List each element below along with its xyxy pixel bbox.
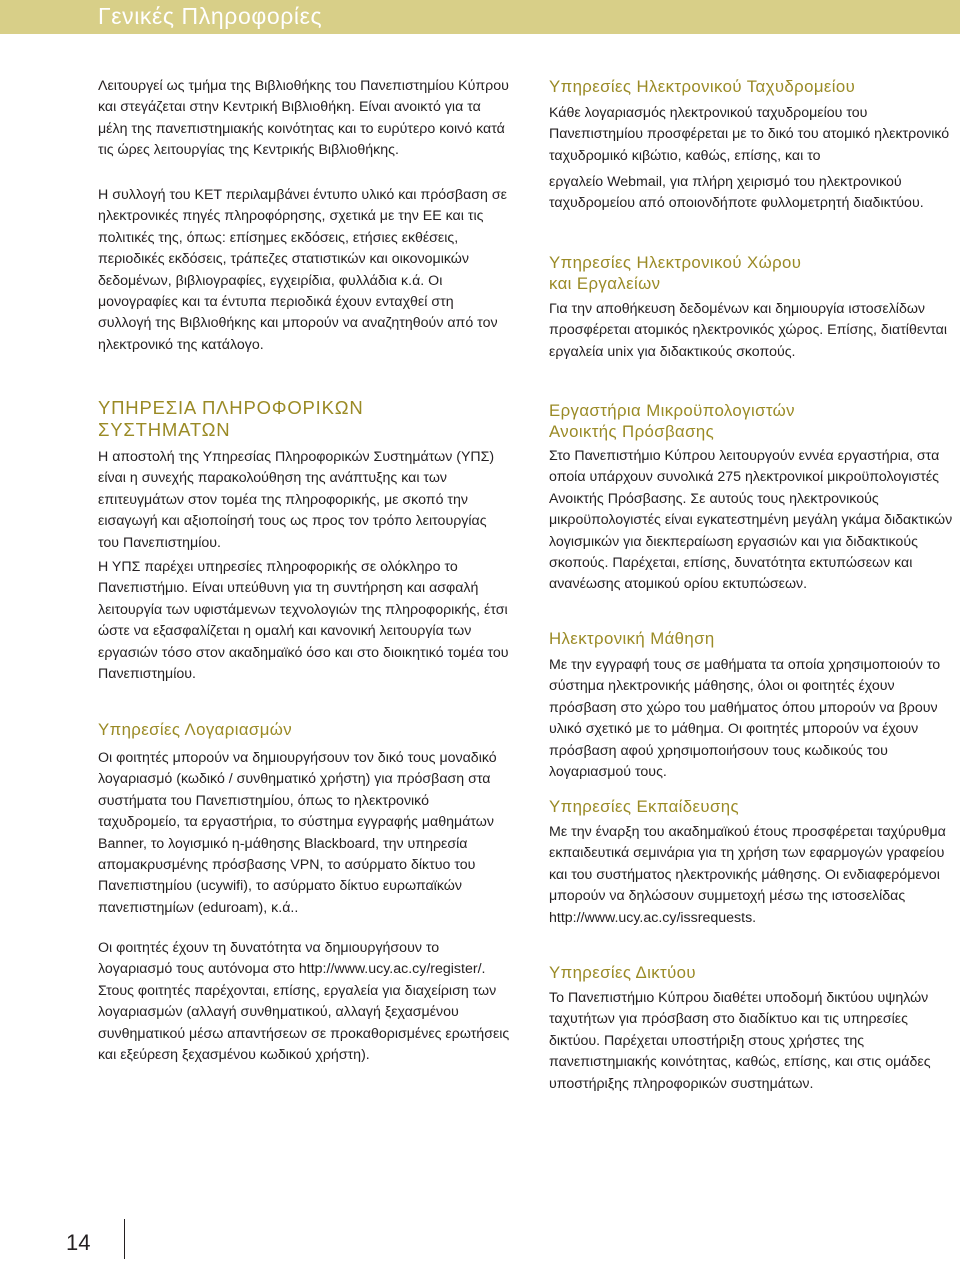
intro-paragraph: Λειτουργεί ως τμήμα της Βιβλιοθήκης του Πανεπιστημίου Κύπρου και στεγάζεται στην Κεντρική Βιβλιοθήκη. Είναι ανοικτό για τα μέλη της πανεπιστημιακής κοινότητας και το ευρύτερο κοινό κατά τις ώρες λειτουργίας της Κεντρικής Βιβλιοθήκης. — [98, 78, 509, 159]
page-number-divider — [124, 1219, 125, 1259]
header-band — [0, 0, 960, 34]
accounts-register-paragraph — [98, 938, 510, 1066]
accounts-register-text-end: . Στους φοιτητές παρέχονται, επίσης, εργαλεία για διαχείριση των λογαριασμών (αλλαγή συνθηματικού, αλλαγή ξεχασμένου συνθηματικού μέσω απαντήσεων σε προκαθορισμένες ερωτήσεις και εξεύρεση ξεχασμένου κωδικού χρήστη). — [98, 961, 510, 1064]
labs-paragraph: Στο Πανεπιστήμιο Κύπρου λειτουργούν εννέα εργαστήρια, στα οποία υπάρχουν συνολικά 275 ηλεκτρονικοί μικροϋπολογιστές Ανοικτής Πρόσβασης. Σε αυτούς τους ηλεκτρονικούς μικροϋπολογιστές είναι εγκατεστημένη μεγάλη γκάμα διδακτικών λογισμικών για διεκπεραίωση εργασιών και για διδακτικούς σκοπούς. Παρέχεται, επίσης, δυνατότητα εκτυπώσεων και ανανέωσης ατομικού ορίου εκτυπώσεων. — [549, 448, 953, 593]
accounts-paragraph: Οι φοιτητές μπορούν να δημιουργήσουν τον δικό τους μοναδικό λογαριασμό (κωδικό / συνθηματικό χρήστη) για πρόσβαση στα συστήματα του Πανεπιστημίου, όπως το ηλεκτρονικό ταχυδρομείο, τα εργαστήρια, το σύστημα εγγραφής μαθημάτων Banner, το λογισμικό η-μάθησης Blackboard, την υπηρεσία απομακρυσμένης πρόσβασης VPN, το ασύρματο δίκτυο του Πανεπιστημίου (ucywifi), το ασύρματο δίκτυο ευρωπαϊκών πανεπιστημίων (eduroam), κ.ά.. — [98, 750, 497, 916]
yps-heading-line2: ΣΥΣΤΗΜΑΤΩΝ — [98, 419, 231, 440]
accounts-register-text: Οι φοιτητές έχουν τη δυνατότητα να δημιουργήσουν το λογαριασμό τους αυτόνομα στο — [98, 940, 440, 978]
yps-services-paragraph: Η ΥΠΣ παρέχει υπηρεσίες πληροφορικής σε ολόκληρο το Πανεπιστήμιο. Είναι υπεύθυνη για τη συντήρηση και ασφαλή λειτουργία των υφιστάμενων τεχνολογιών της πληροφορικής, έτσι ώστε να εξασφαλίζεται η ομαλή και κανονική λειτουργία των εργασιών τόσο στον ακαδημαϊκό όσο και στο διοικητικό τομέα του Πανεπιστημίου. — [98, 559, 509, 683]
training-paragraph — [549, 822, 959, 929]
space-heading — [549, 252, 801, 294]
accounts-heading: Υπηρεσίες Λογαριασμών — [98, 720, 293, 739]
space-heading-line1: Υπηρεσίες Ηλεκτρονικού Χώρου — [549, 253, 802, 272]
labs-heading — [549, 400, 795, 442]
email-paragraph: Κάθε λογαριασμός ηλεκτρονικού ταχυδρομείου του Πανεπιστημίου προσφέρεται με το δικό του ατομικό ηλεκτρονικό ταχυδρομικό κιβώτιο, καθώς, επίσης, και το — [549, 105, 950, 164]
issrequests-link[interactable]: http://www.ucy.ac.cy/issrequests — [549, 909, 753, 926]
labs-heading-line1: Εργαστήρια Μικροϋπολογιστών — [549, 401, 795, 420]
network-paragraph: Το Πανεπιστήμιο Κύπρου διαθέτει υποδομή δικτύου υψηλών ταχυτήτων για πρόσβαση στο διαδίκτυο και τις υπηρεσίες δικτύου. Παρέχεται υποστήριξη στους χρήστες της πανεπιστημιακής κοινότητας, καθώς, επίσης, και στις ομάδες υποστήριξης πληροφορικών συστημάτων. — [549, 990, 931, 1092]
network-heading: Υπηρεσίες Δικτύου — [549, 963, 696, 982]
space-heading-line2: και Εργαλείων — [549, 274, 661, 293]
email-heading: Υπηρεσίες Ηλεκτρονικού Ταχυδρομείου — [549, 77, 856, 96]
elearning-paragraph: Με την εγγραφή τους σε μαθήματα τα οποία χρησιμοποιούν το σύστημα ηλεκτρονικής μάθησης, όλοι οι φοιτητές έχουν πρόσβαση στο χώρο του μαθήματος όπου μπορούν να βρουν υλικό σχετικό με το μάθημα. Οι φοιτητές μπορούν να έχουν πρόσβαση αφού χρησιμοποιήσουν τους κωδικούς του λογαριασμού τους. — [549, 657, 941, 781]
yps-mission-paragraph: Η αποστολή της Υπηρεσίας Πληροφορικών Συστημάτων (ΥΠΣ) είναι η συνεχής παρακολούθηση της ανάπτυξης και των επιτευγμάτων στον τομέα της πληροφορικής, με σκοπό την εισαγωγή και αξιοποίησή τους ως προς τον τρόπο λειτουργίας του Πανεπιστημίου. — [98, 449, 495, 551]
page-number: 14 — [66, 1230, 91, 1255]
register-link[interactable]: http://www.ucy.ac.cy/register/ — [298, 961, 482, 978]
yps-heading-line1: ΥΠΗΡΕΣΙΑ ΠΛΗΡΟΦΟΡΙΚΩΝ — [98, 397, 364, 418]
training-text: Με την έναρξη του ακαδημαϊκού έτους προσφέρεται ταχύρυθμα εκπαιδευτικά σεμινάρια για τη χρήση των εφαρμογών γραφείου και του συστήματος ηλεκτρονικής μάθησης. Οι ενδιαφερόμενοι μπορούν να δηλώσουν συμμετοχή μέσω της ιστοσελίδας — [549, 824, 946, 905]
yps-heading — [98, 397, 364, 441]
elearning-heading: Ηλεκτρονική Μάθηση — [549, 629, 715, 648]
labs-heading-line2: Ανοικτής Πρόσβασης — [549, 422, 715, 441]
training-heading: Υπηρεσίες Εκπαίδευσης — [549, 797, 739, 816]
training-text-end: . — [752, 909, 757, 926]
page-title: Γενικές Πληροφορίες — [98, 3, 323, 29]
collection-paragraph: Η συλλογή του ΚΕΤ περιλαμβάνει έντυπο υλικό και πρόσβαση σε ηλεκτρονικές πηγές πληροφόρησης, σχετικά με την ΕΕ και τις πολιτικές της, όπως: επίσημες εκδόσεις, ετήσιες εκθέσεις, περιοδικές εκδόσεις, τράπεζες στατιστικών και οικονομικών δεδομένων, βιβλιογραφίες, εγχειρίδια, φυλλάδια κ.ά. Οι μονογραφίες και τα έντυπα περιοδικά έχουν ενταχθεί στη συλλογή της Βιβλιοθήκης και μπορούν να αναζητηθούν από τον ηλεκτρονικό της κατάλογο. — [98, 187, 507, 353]
webmail-paragraph: εργαλείο Webmail, για πλήρη χειρισμό του ηλεκτρονικού ταχυδρομείου από οποιονδήποτε φυλλομετρητή διαδικτύου. — [549, 174, 924, 212]
space-paragraph: Για την αποθήκευση δεδομένων και δημιουργία ιστοσελίδων προσφέρεται ατομικός ηλεκτρονικός χώρος. Επίσης, διατίθενται εργαλεία unix για διδακτικούς σκοπούς. — [549, 301, 948, 360]
